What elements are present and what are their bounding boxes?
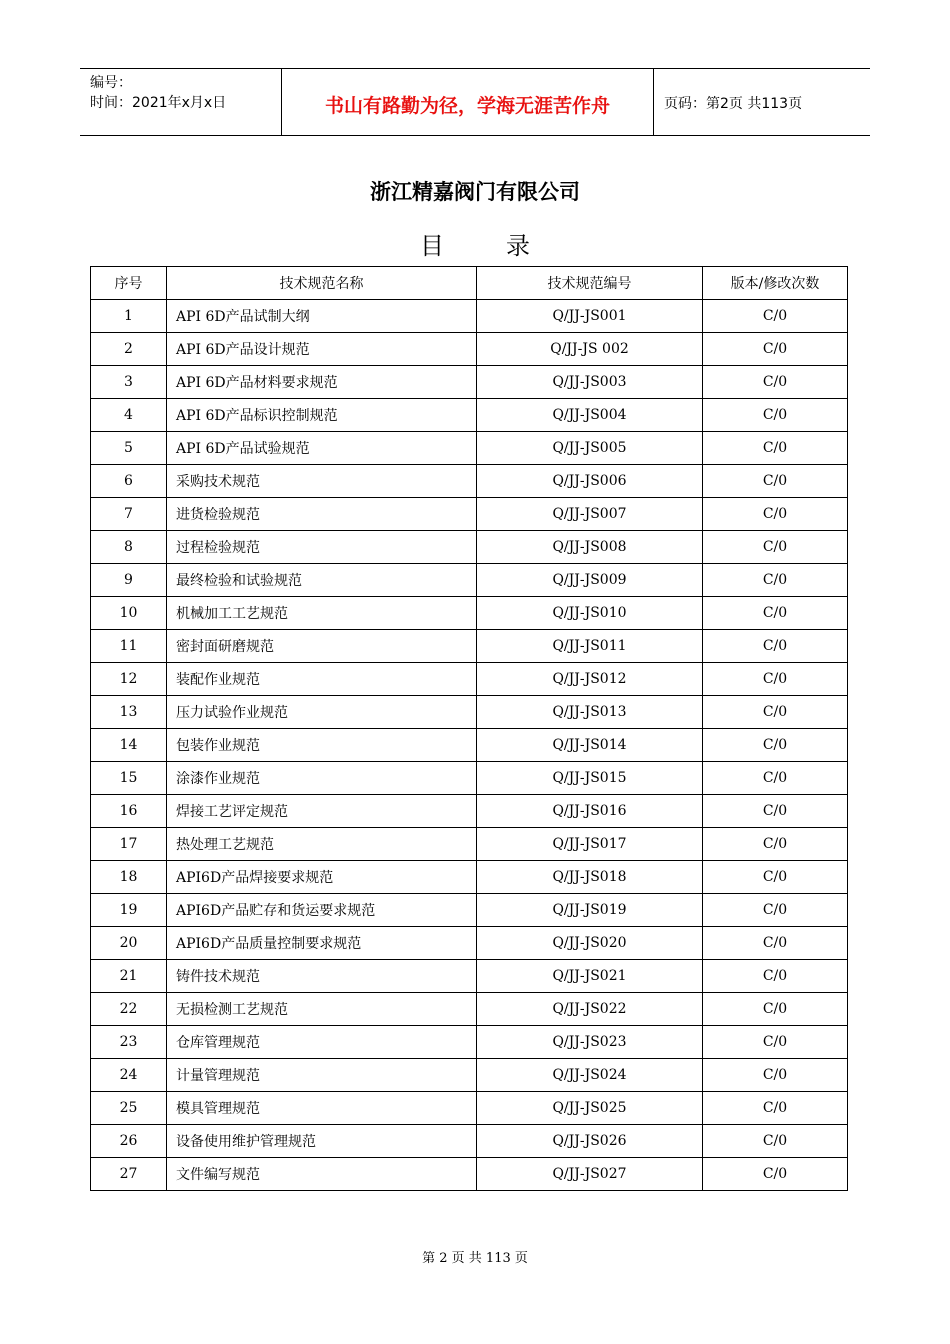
spec-version: C/0 (703, 894, 848, 927)
row-index: 24 (91, 1059, 167, 1092)
table-row (91, 366, 848, 399)
row-index: 21 (91, 960, 167, 993)
header-spec-code: 技术规范编号 (477, 267, 703, 300)
toc-table (90, 266, 848, 1191)
spec-code: Q/JJ-JS012 (477, 663, 703, 696)
spec-version: C/0 (703, 597, 848, 630)
spec-version: C/0 (703, 630, 848, 663)
table-row (91, 300, 848, 333)
row-index: 18 (91, 861, 167, 894)
spec-name: 过程检验规范 (167, 531, 477, 564)
table-row (91, 531, 848, 564)
row-index: 13 (91, 696, 167, 729)
table-row (91, 465, 848, 498)
row-index: 2 (91, 333, 167, 366)
table-row (91, 927, 848, 960)
spec-version: C/0 (703, 1059, 848, 1092)
spec-version: C/0 (703, 696, 848, 729)
header-meta (80, 69, 282, 135)
spec-name: 采购技术规范 (167, 465, 477, 498)
row-index: 4 (91, 399, 167, 432)
table-row (91, 1125, 848, 1158)
spec-code: Q/JJ-JS023 (477, 1026, 703, 1059)
toc-title (420, 226, 530, 261)
table-row (91, 960, 848, 993)
row-index: 14 (91, 729, 167, 762)
row-index: 3 (91, 366, 167, 399)
spec-name: 计量管理规范 (167, 1059, 477, 1092)
spec-name: 热处理工艺规范 (167, 828, 477, 861)
row-index: 15 (91, 762, 167, 795)
spec-code: Q/JJ-JS005 (477, 432, 703, 465)
spec-code: Q/JJ-JS025 (477, 1092, 703, 1125)
row-index: 9 (91, 564, 167, 597)
row-index: 17 (91, 828, 167, 861)
row-index: 22 (91, 993, 167, 1026)
spec-name: API6D产品焊接要求规范 (167, 861, 477, 894)
row-index: 20 (91, 927, 167, 960)
spec-version: C/0 (703, 795, 848, 828)
spec-name: 机械加工工艺规范 (167, 597, 477, 630)
row-index: 5 (91, 432, 167, 465)
spec-version: C/0 (703, 465, 848, 498)
spec-name: 密封面研磨规范 (167, 630, 477, 663)
table-row (91, 564, 848, 597)
time-label: 时间：2021年x月x日 (90, 95, 227, 111)
spec-name: API 6D产品试制大纲 (167, 300, 477, 333)
table-row (91, 630, 848, 663)
table-row (91, 696, 848, 729)
table-row (91, 1158, 848, 1191)
spec-name: API6D产品质量控制要求规范 (167, 927, 477, 960)
spec-version: C/0 (703, 366, 848, 399)
spec-version: C/0 (703, 498, 848, 531)
spec-code: Q/JJ-JS020 (477, 927, 703, 960)
spec-code: Q/JJ-JS008 (477, 531, 703, 564)
table-row (91, 861, 848, 894)
spec-code: Q/JJ-JS019 (477, 894, 703, 927)
spec-name: API 6D产品试验规范 (167, 432, 477, 465)
spec-code: Q/JJ-JS015 (477, 762, 703, 795)
table-row (91, 729, 848, 762)
spec-name: 进货检验规范 (167, 498, 477, 531)
table-row (91, 333, 848, 366)
spec-version: C/0 (703, 762, 848, 795)
table-row (91, 993, 848, 1026)
spec-version: C/0 (703, 861, 848, 894)
spec-name: 文件编写规范 (167, 1158, 477, 1191)
table-row (91, 1059, 848, 1092)
spec-version: C/0 (703, 333, 848, 366)
table-row (91, 498, 848, 531)
spec-code: Q/JJ-JS026 (477, 1125, 703, 1158)
spec-name: 压力试验作业规范 (167, 696, 477, 729)
table-row (91, 828, 848, 861)
table-row (91, 762, 848, 795)
spec-version: C/0 (703, 828, 848, 861)
row-index: 6 (91, 465, 167, 498)
header-version: 版本/修改次数 (703, 267, 848, 300)
spec-code: Q/JJ-JS004 (477, 399, 703, 432)
table-body (91, 300, 848, 1191)
row-index: 16 (91, 795, 167, 828)
spec-name: 涂漆作业规范 (167, 762, 477, 795)
spec-code: Q/JJ-JS003 (477, 366, 703, 399)
spec-version: C/0 (703, 1158, 848, 1191)
spec-code: Q/JJ-JS018 (477, 861, 703, 894)
spec-code: Q/JJ-JS014 (477, 729, 703, 762)
spec-name: 最终检验和试验规范 (167, 564, 477, 597)
spec-code: Q/JJ-JS027 (477, 1158, 703, 1191)
row-index: 25 (91, 1092, 167, 1125)
spec-code: Q/JJ-JS009 (477, 564, 703, 597)
spec-code: Q/JJ-JS024 (477, 1059, 703, 1092)
row-index: 19 (91, 894, 167, 927)
spec-version: C/0 (703, 564, 848, 597)
spec-version: C/0 (703, 729, 848, 762)
spec-code: Q/JJ-JS017 (477, 828, 703, 861)
row-index: 12 (91, 663, 167, 696)
spec-code: Q/JJ-JS007 (477, 498, 703, 531)
header-motto: 书山有路勤为径，学海无涯苦作舟 (282, 69, 654, 135)
row-index: 27 (91, 1158, 167, 1191)
spec-code: Q/JJ-JS022 (477, 993, 703, 1026)
number-label: 编号： (90, 75, 132, 91)
spec-name: 仓库管理规范 (167, 1026, 477, 1059)
row-index: 10 (91, 597, 167, 630)
company-name: 浙江精嘉阀门有限公司 (370, 180, 580, 204)
spec-name: 铸件技术规范 (167, 960, 477, 993)
spec-name: 设备使用维护管理规范 (167, 1125, 477, 1158)
spec-code: Q/JJ-JS011 (477, 630, 703, 663)
spec-code: Q/JJ-JS006 (477, 465, 703, 498)
spec-version: C/0 (703, 531, 848, 564)
spec-code: Q/JJ-JS016 (477, 795, 703, 828)
spec-version: C/0 (703, 300, 848, 333)
row-index: 7 (91, 498, 167, 531)
spec-name: 包装作业规范 (167, 729, 477, 762)
row-index: 23 (91, 1026, 167, 1059)
table-row (91, 432, 848, 465)
spec-version: C/0 (703, 1125, 848, 1158)
table-row (91, 1092, 848, 1125)
row-index: 8 (91, 531, 167, 564)
spec-version: C/0 (703, 960, 848, 993)
page-header (80, 68, 870, 136)
spec-version: C/0 (703, 399, 848, 432)
table-row (91, 399, 848, 432)
spec-name: API 6D产品设计规范 (167, 333, 477, 366)
table-row (91, 1026, 848, 1059)
spec-code: Q/JJ-JS021 (477, 960, 703, 993)
spec-name: API 6D产品材料要求规范 (167, 366, 477, 399)
table-row (91, 795, 848, 828)
table-header-row (91, 267, 848, 300)
table-row (91, 894, 848, 927)
header-index: 序号 (91, 267, 167, 300)
table-row (91, 663, 848, 696)
spec-code: Q/JJ-JS013 (477, 696, 703, 729)
row-index: 1 (91, 300, 167, 333)
spec-code: Q/JJ-JS001 (477, 300, 703, 333)
toc-title-char-1: 目 (420, 232, 444, 260)
spec-code: Q/JJ-JS 002 (477, 333, 703, 366)
table-row (91, 597, 848, 630)
spec-version: C/0 (703, 927, 848, 960)
header-spec-name: 技术规范名称 (167, 267, 477, 300)
page-footer: 第 2 页 共 113 页 (422, 1251, 528, 1266)
spec-name: 无损检测工艺规范 (167, 993, 477, 1026)
spec-version: C/0 (703, 993, 848, 1026)
toc-title-char-2: 录 (506, 232, 530, 260)
spec-name: API 6D产品标识控制规范 (167, 399, 477, 432)
header-page-info: 页码：第2页 共113页 (664, 96, 803, 112)
row-index: 26 (91, 1125, 167, 1158)
row-index: 11 (91, 630, 167, 663)
spec-version: C/0 (703, 663, 848, 696)
spec-name: 装配作业规范 (167, 663, 477, 696)
spec-code: Q/JJ-JS010 (477, 597, 703, 630)
spec-version: C/0 (703, 1026, 848, 1059)
spec-name: 模具管理规范 (167, 1092, 477, 1125)
spec-name: API6D产品贮存和货运要求规范 (167, 894, 477, 927)
spec-version: C/0 (703, 1092, 848, 1125)
spec-name: 焊接工艺评定规范 (167, 795, 477, 828)
spec-version: C/0 (703, 432, 848, 465)
